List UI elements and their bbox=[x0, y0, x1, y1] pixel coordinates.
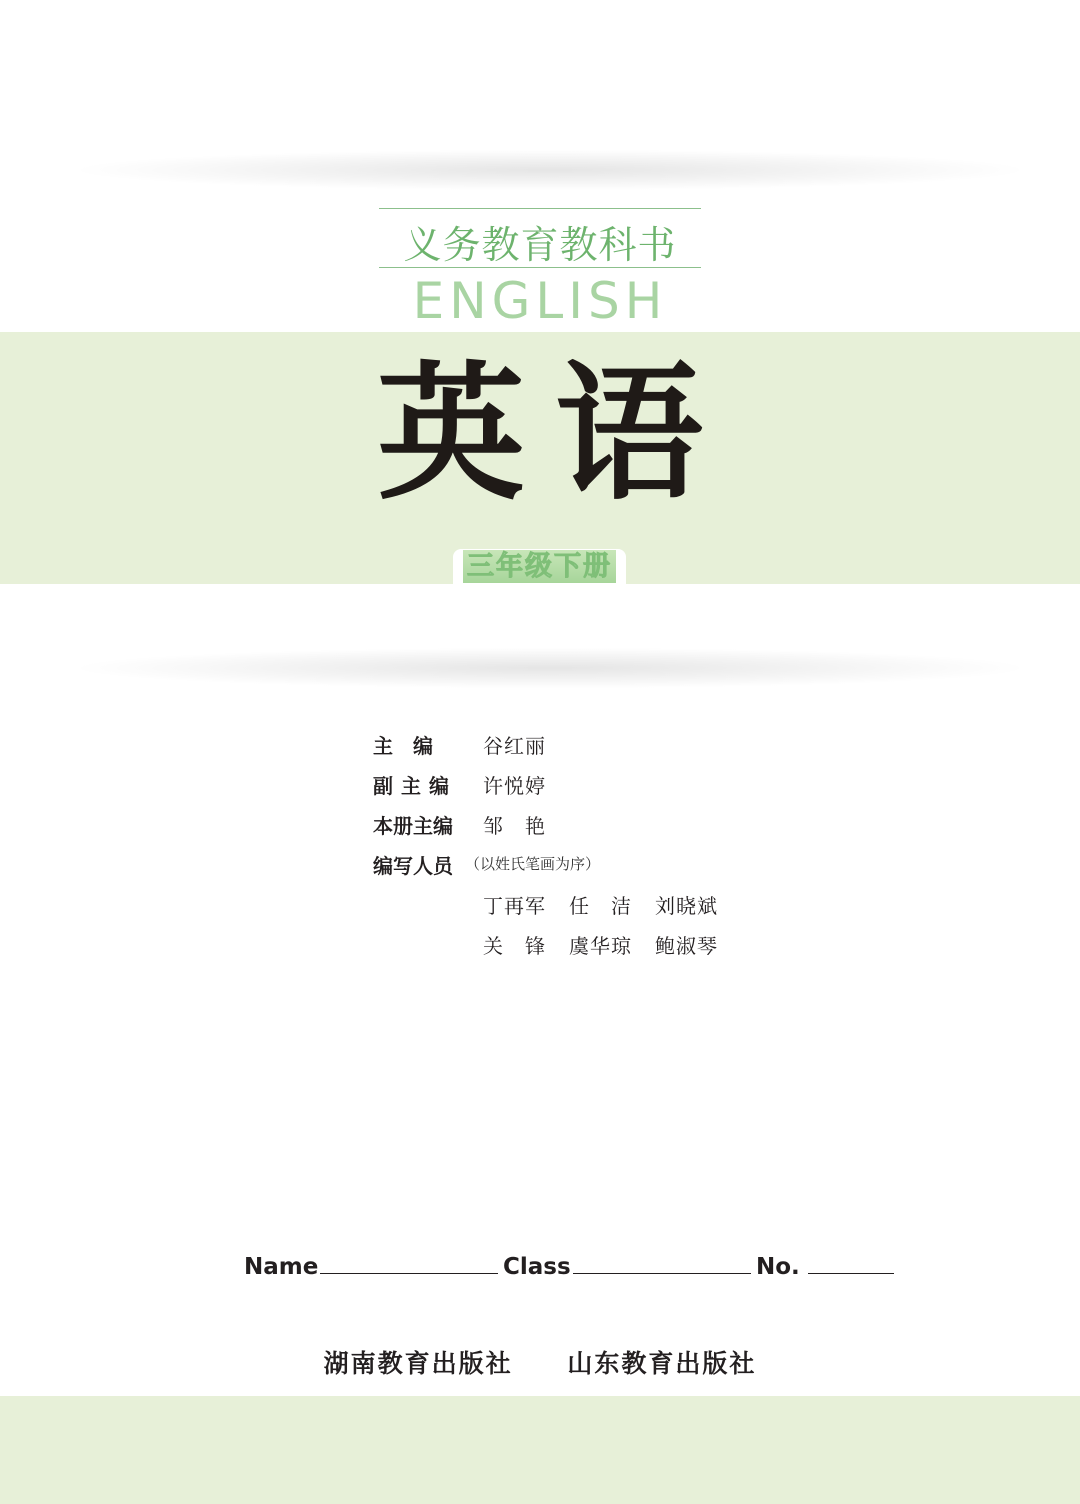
class-field[interactable] bbox=[503, 1254, 751, 1280]
credit-role: 编写人员 bbox=[373, 854, 453, 878]
middle-shadow bbox=[80, 648, 1020, 688]
writer-name: 鲍淑琴 bbox=[655, 934, 718, 958]
credit-role-text: 主 编 bbox=[373, 734, 433, 758]
credit-role: 副主编 bbox=[373, 774, 457, 798]
publisher-shandong: 山东教育出版社 bbox=[567, 1349, 757, 1378]
publisher-hunan: 湖南教育出版社 bbox=[323, 1349, 513, 1378]
english-label: ENGLISH bbox=[412, 272, 668, 330]
subject-title: 英语 bbox=[377, 346, 733, 520]
credit-names: 邹 艳 bbox=[483, 814, 546, 838]
name-blank[interactable] bbox=[320, 1273, 498, 1274]
credit-role bbox=[373, 730, 459, 759]
name-label: Name bbox=[244, 1254, 319, 1280]
writer-name: 刘晓斌 bbox=[655, 894, 718, 918]
series-title: 义务教育教科书 bbox=[403, 223, 677, 267]
publishers bbox=[0, 1344, 1080, 1380]
credit-names: 许悦婷 bbox=[483, 774, 546, 798]
series-rule-top bbox=[379, 208, 701, 209]
credit-role: 本册主编 bbox=[373, 814, 453, 838]
writer-name: 关 锋 bbox=[483, 934, 546, 958]
writer-name: 虞华琼 bbox=[569, 934, 632, 958]
number-label: No. bbox=[756, 1254, 800, 1280]
grade-badge bbox=[453, 549, 626, 584]
name-field[interactable] bbox=[244, 1254, 498, 1280]
writer-name: 任 洁 bbox=[569, 894, 632, 918]
credit-note: （以姓氏笔画为序） bbox=[465, 855, 601, 873]
grade-label: 三年级下册 bbox=[463, 550, 616, 583]
series-rule-bottom bbox=[379, 267, 701, 268]
writers-row-2 bbox=[483, 930, 741, 959]
number-blank[interactable] bbox=[808, 1273, 894, 1274]
credit-names: 谷红丽 bbox=[483, 734, 546, 758]
writer-name: 丁再军 bbox=[483, 894, 546, 918]
class-blank[interactable] bbox=[573, 1273, 751, 1274]
student-info-fields bbox=[244, 1254, 894, 1288]
footer-band bbox=[0, 1396, 1080, 1504]
number-field[interactable] bbox=[756, 1254, 894, 1280]
class-label: Class bbox=[503, 1254, 571, 1280]
writers-row-1 bbox=[483, 890, 741, 919]
top-shadow bbox=[80, 150, 1020, 190]
